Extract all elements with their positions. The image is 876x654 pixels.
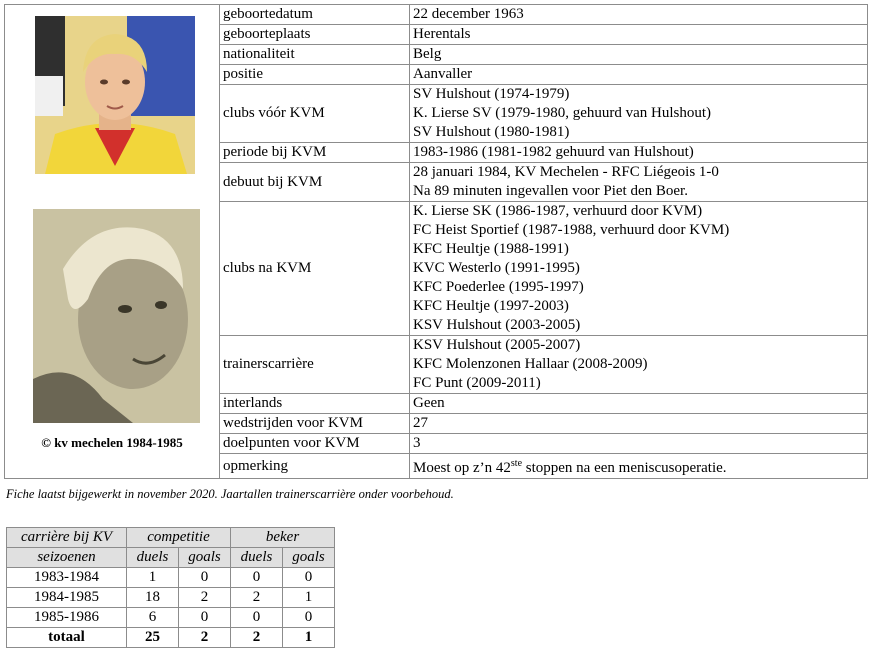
season-cell: 1985-1986 <box>7 608 127 628</box>
profile-value <box>410 394 868 414</box>
remark-text-after: stoppen na een meniscusoperatie. <box>522 460 727 476</box>
profile-value <box>410 5 868 25</box>
stats-row <box>7 588 335 608</box>
stats-header-cell: carrière bij KV <box>7 528 127 548</box>
profile-label: doelpunten voor KVM <box>220 434 410 454</box>
profile-label: periode bij KVM <box>220 143 410 163</box>
player-profile-table <box>4 4 868 479</box>
stat-cell: 6 <box>127 608 179 628</box>
stats-total-row <box>7 628 335 648</box>
stat-cell: 0 <box>283 568 335 588</box>
total-cell: 25 <box>127 628 179 648</box>
profile-value-line: SV Hulshout (1980-1981) <box>413 124 570 140</box>
profile-value-line: FC Heist Sportief (1987-1988, verhuurd door KVM) <box>413 222 730 238</box>
profile-value-line: 3 <box>413 435 421 451</box>
profile-label: geboortedatum <box>220 5 410 25</box>
player-photo-color <box>35 16 195 174</box>
stats-header-cell: goals <box>283 548 335 568</box>
profile-value-line: KFC Molenzonen Hallaar (2008-2009) <box>413 356 648 372</box>
update-note: Fiche laatst bijgewerkt in november 2020. Jaartallen trainerscarrière onder voorbehoud. <box>6 487 454 501</box>
career-stats-table <box>6 527 335 648</box>
stat-cell: 0 <box>179 568 231 588</box>
total-cell: 2 <box>179 628 231 648</box>
photo-column <box>5 5 220 479</box>
profile-value-line: KFC Poederlee (1995-1997) <box>413 279 584 295</box>
profile-label: debuut bij KVM <box>220 163 410 202</box>
profile-label: geboorteplaats <box>220 25 410 45</box>
stats-header-cell: seizoenen <box>7 548 127 568</box>
stats-header-cell: competitie <box>127 528 231 548</box>
profile-label: trainerscarrière <box>220 336 410 394</box>
profile-value-line: K. Lierse SK (1986-1987, verhuurd door KVM) <box>413 203 703 219</box>
profile-value <box>410 163 868 202</box>
profile-label: opmerking <box>220 454 410 479</box>
remark-superscript: ste <box>510 458 523 469</box>
total-cell: 2 <box>231 628 283 648</box>
stat-cell: 18 <box>127 588 179 608</box>
profile-value-line: KSV Hulshout (2005-2007) <box>413 337 581 353</box>
stats-row <box>7 568 335 588</box>
stats-header-cell: goals <box>179 548 231 568</box>
stat-cell: 1 <box>127 568 179 588</box>
profile-value-line: K. Lierse SV (1979-1980, gehuurd van Hulshout) <box>413 105 712 121</box>
profile-value-line: Belg <box>413 46 442 62</box>
profile-value-line: Aanvaller <box>413 66 473 82</box>
profile-value-line: 22 december 1963 <box>413 6 524 22</box>
stat-cell: 2 <box>179 588 231 608</box>
profile-value-line: SV Hulshout (1974-1979) <box>413 86 570 102</box>
profile-value <box>410 143 868 163</box>
profile-value <box>410 202 868 336</box>
profile-value-line: Herentals <box>413 26 471 42</box>
stat-cell: 2 <box>231 588 283 608</box>
stats-header-cell: beker <box>231 528 335 548</box>
stat-cell: 0 <box>179 608 231 628</box>
profile-value <box>410 454 868 479</box>
profile-label: clubs na KVM <box>220 202 410 336</box>
photo-copyright: © kv mechelen 1984-1985 <box>41 435 183 450</box>
total-label: totaal <box>7 628 127 648</box>
profile-value-line: FC Punt (2009-2011) <box>413 375 541 391</box>
remark-text-before: Moest op z’n 42 <box>413 460 511 476</box>
player-photo-bw <box>33 209 200 423</box>
profile-value <box>410 85 868 143</box>
profile-value-line: Geen <box>413 395 445 411</box>
stat-cell: 0 <box>231 608 283 628</box>
stat-cell: 0 <box>231 568 283 588</box>
stats-header-cell: duels <box>231 548 283 568</box>
stat-cell: 1 <box>283 588 335 608</box>
profile-value <box>410 65 868 85</box>
profile-label: wedstrijden voor KVM <box>220 414 410 434</box>
profile-label: clubs vóór KVM <box>220 85 410 143</box>
stats-row <box>7 608 335 628</box>
stats-header-cell: duels <box>127 548 179 568</box>
profile-label: interlands <box>220 394 410 414</box>
season-cell: 1984-1985 <box>7 588 127 608</box>
profile-value-line: 1983-1986 (1981-1982 gehuurd van Hulshout) <box>413 144 694 160</box>
profile-value-line: 28 januari 1984, KV Mechelen - RFC Liégeois 1-0 <box>413 164 719 180</box>
stat-cell: 0 <box>283 608 335 628</box>
total-cell: 1 <box>283 628 335 648</box>
profile-label: nationaliteit <box>220 45 410 65</box>
stats-header-row <box>7 548 335 568</box>
profile-value-line: KVC Westerlo (1991-1995) <box>413 260 580 276</box>
profile-row <box>5 5 868 25</box>
profile-value <box>410 25 868 45</box>
profile-value-line: 27 <box>413 415 428 431</box>
profile-value <box>410 434 868 454</box>
stats-header-row <box>7 528 335 548</box>
profile-value-line: KFC Heultje (1988-1991) <box>413 241 569 257</box>
profile-value-line: KFC Heultje (1997-2003) <box>413 298 569 314</box>
profile-value-line: KSV Hulshout (2003-2005) <box>413 317 581 333</box>
profile-value <box>410 336 868 394</box>
profile-value-line: Na 89 minuten ingevallen voor Piet den Boer. <box>413 183 688 199</box>
profile-value <box>410 414 868 434</box>
season-cell: 1983-1984 <box>7 568 127 588</box>
profile-value <box>410 45 868 65</box>
profile-label: positie <box>220 65 410 85</box>
